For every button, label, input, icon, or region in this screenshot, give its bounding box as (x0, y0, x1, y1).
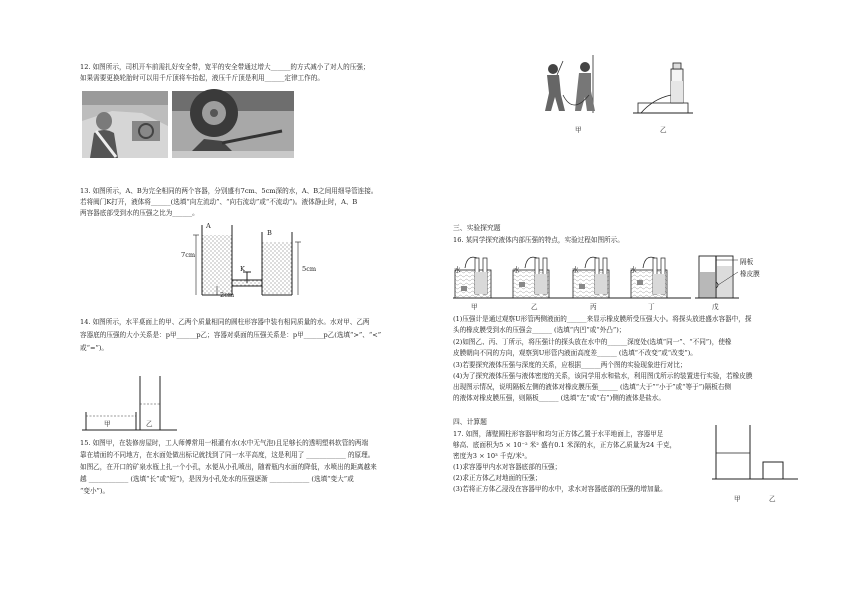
q15-label-jia: 甲 (575, 126, 582, 134)
q17-line4: (1)求容器甲内水对容器底部的压强； (453, 463, 562, 471)
q16-label-water-1: 水 (454, 266, 461, 274)
q13-label-k: K (240, 265, 245, 273)
q16-label-water-2: 水 (513, 266, 520, 274)
q14-line3: 或“=”)。 (80, 344, 109, 352)
q14-label-jia: 甲 (104, 420, 111, 428)
q17-figure (712, 425, 802, 487)
q13-label-7cm: 7cm (181, 251, 196, 259)
q16-label-water-4: 水 (630, 266, 637, 274)
q16-panel-bing (571, 257, 633, 298)
q16-panel-jia (453, 257, 515, 298)
q13-line2: 若将阀门K打开，液体将______(选填“向左流动”、“向右流动”或“不流动”)。液体静止时，A、B (80, 198, 358, 206)
q16-label-partition: 隔板 (740, 258, 754, 266)
q17-line1: 17. 如图，薄壁圆柱形容器甲和均匀正方体乙置于水平地面上，容器甲足 (453, 430, 664, 438)
q13-label-5cm: 5cm (302, 265, 317, 273)
q17-label-jia: 甲 (734, 495, 741, 503)
q15-line2: 靠在墙面的不同地方，在水面处做出标记就找到了同一水平高度，这是利用了 ____________ 的原理。 (80, 451, 375, 459)
q12-photos (82, 91, 294, 158)
q16-title: 16. 某同学探究液体内部压强的特点，实验过程如图所示。 (453, 236, 624, 244)
q13-line3: 两容器底部受到水的压强之比为______。 (80, 209, 199, 217)
q15-line4: 越 ____________ (选填“长”或“短”)，是因为小孔处水的压强逐渐 ____________ (选填“变大”或 (80, 475, 354, 483)
q16-panel-wu (695, 256, 739, 298)
q16-label-water-3: 水 (572, 266, 579, 274)
q13-figure (180, 220, 320, 305)
q13-label-b: B (267, 229, 272, 237)
q16-label-membrane: 橡皮膜 (740, 270, 760, 278)
q16-label-jia: 甲 (471, 303, 478, 311)
q17-label-yi: 乙 (769, 495, 776, 503)
q13-label-a: A (206, 222, 211, 230)
q15-line3: 如图乙，在开口的矿泉水瓶上扎一个小孔，水便从小孔喷出，随着瓶内水面的降低，水喷出的距离越来 (80, 463, 377, 471)
q14-label-yi: 乙 (146, 420, 153, 428)
q15-label-yi: 乙 (660, 126, 667, 134)
q15-figure (543, 55, 703, 125)
q17-line2: 够高、底面积为5 × 10⁻² 米² 盛有0.1 米深的水，正方体乙质量为24 千克， (453, 441, 677, 449)
q16-label-bing: 丙 (590, 303, 597, 311)
q16-line8: 的液体对橡皮膜压强，则隔板______ (选填“左”或“右”)侧的液体是盐水。 (453, 394, 665, 402)
q16-line2: 头的橡皮膜受到水的压强会______ (选填“内凹”或“外凸”)； (453, 326, 626, 334)
q15-line5: “变小”)。 (80, 487, 110, 495)
q16-label-wu: 戊 (712, 303, 719, 311)
section4-heading: 四、计算题 (453, 418, 487, 426)
q16-panel-ding (629, 257, 691, 298)
q13-line1: 13. 如图所示，A、B为完全相同的两个容器，分别盛有7cm、5cm深的水，A、B之间用细导管连接。 (80, 187, 378, 195)
q16-line5: (3)若要探究液体压强与深度的关系，应根据______两个图的实验现象进行对比； (453, 361, 687, 369)
q16-line7: 出现图示情况，说明隔板左侧的液体对橡皮膜压强______ (选填“大于”“小于”或“等于”)隔板右侧 (453, 383, 732, 391)
q16-label-yi: 乙 (531, 303, 538, 311)
q12-line2: 如果需要更换轮胎时可以用千斤顶将车抬起，液压千斤顶是利用______定律工作的。 (80, 74, 324, 82)
q17-line6: (3)若将正方体乙浸没在容器甲的水中，求水对容器底部的压强的增加量。 (453, 485, 667, 493)
q14-figure (82, 374, 192, 434)
q16-line3: (2)如图乙、丙、丁所示，将压强计的探头放在水中的______深度处(选填“同一”、“不同”)，使橡 (453, 338, 732, 346)
q17-line3: 密度为3 × 10³ 千克/米³。 (453, 452, 532, 460)
q16-panel-yi (511, 257, 573, 298)
q13-label-2cm: 2cm (220, 291, 235, 299)
q17-line5: (2)求正方体乙对地面的压强； (453, 474, 542, 482)
q14-line2: 容器底的压强的大小关系是：p甲______p乙；容器对桌面的压强关系是：p甲______p乙(选填“>”、“<” (80, 331, 382, 339)
q16-line6: (4)为了探究液体压强与液体密度的关系，该同学用水和盐水，利用图戊所示的装置进行实验，若橡皮膜 (453, 372, 753, 380)
q16-line1: (1)压强计是通过观察U形管两侧液面的______来显示橡皮膜所受压强大小。将探头放进盛水容器中，探 (453, 315, 752, 323)
q16-figure (453, 250, 783, 307)
section3-heading: 三、实验探究题 (453, 224, 501, 232)
q16-label-ding: 丁 (648, 303, 655, 311)
q16-line4: 皮膜朝向不同的方向，观察到U形管内液面高度差______ (选填“不改变”或“改变”)。 (453, 349, 697, 357)
q14-line1: 14. 如图所示，水平桌面上的甲、乙两个质量相同的圆柱形容器中装有相同质量的水。水对甲、乙两 (80, 318, 370, 326)
q12-line1: 12. 如图所示，司机开车前需扎好安全带，宽平的安全带通过增大______的方式减小了对人的压强； (80, 63, 370, 71)
q15-line1: 15. 如图甲，在装修房屋时，工人师傅常用一根灌有水(水中无气泡)且足够长的透明塑料软管的两端 (80, 439, 369, 447)
